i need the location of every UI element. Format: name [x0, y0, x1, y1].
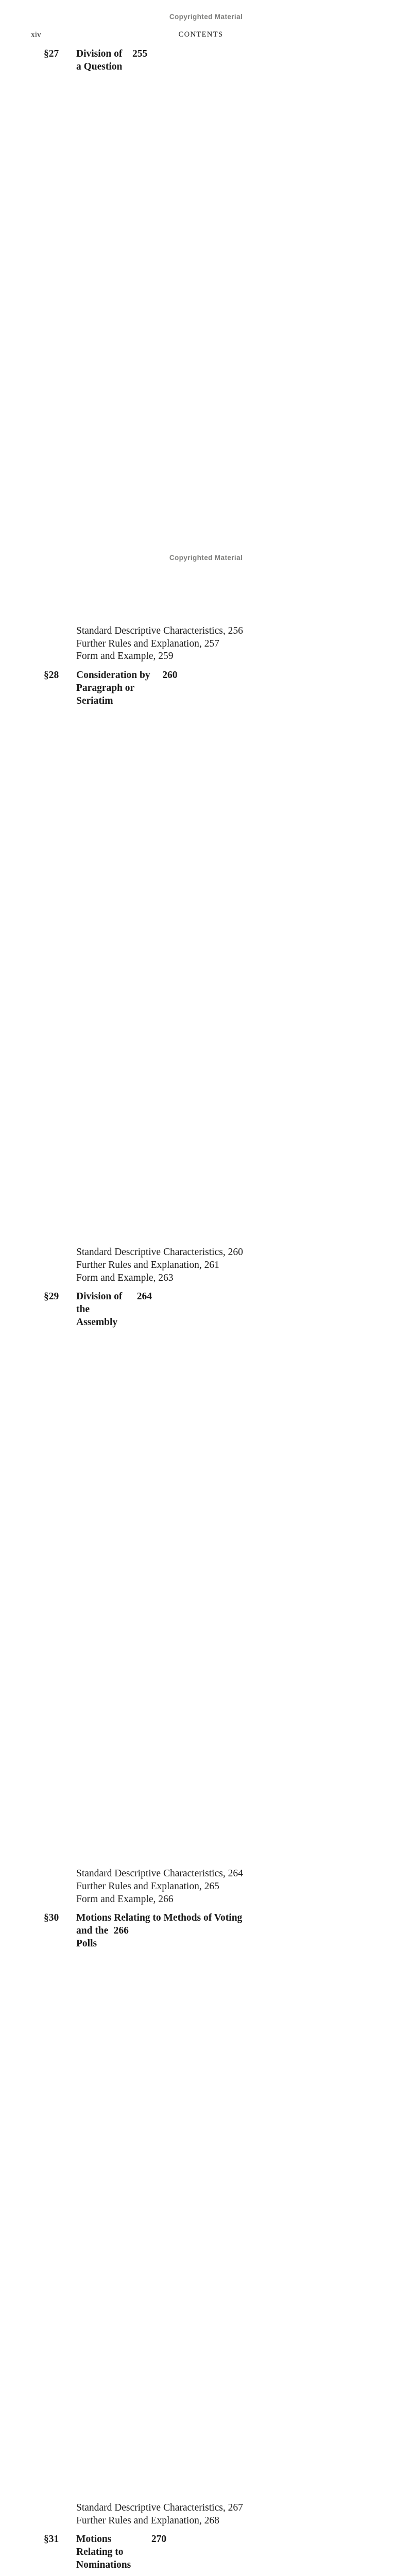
sub-item: Standard Descriptive Characteristics, 260 — [76, 1247, 243, 1258]
section-label: §27 — [44, 48, 59, 59]
entry-title-text: Motions Relating to Nominations — [76, 2534, 131, 2570]
sub-item: Further Rules and Explanation, 261 — [76, 1259, 219, 1270]
entry-content — [76, 48, 354, 663]
toc-list — [44, 48, 354, 2576]
entry-content — [76, 1291, 354, 1906]
sub-item: Standard Descriptive Characteristics, 267 — [76, 2502, 243, 2514]
section-label: §28 — [44, 670, 59, 681]
entry-title-line: Motions Relating to Methods of Voting — [76, 1912, 243, 1924]
toc-entry — [44, 1912, 354, 2527]
toc-entry — [44, 1291, 354, 1906]
sub-item: Further Rules and Explanation, 265 — [76, 1880, 219, 1892]
section-label: §30 — [44, 1912, 59, 1924]
entry-title-line — [76, 2533, 354, 2576]
section-label: §29 — [44, 1291, 59, 1302]
entry-content — [76, 669, 354, 1284]
sub-item: Form and Example, 259 — [76, 651, 174, 662]
entry-page-number: 270 — [146, 2533, 354, 2576]
sub-item: Standard Descriptive Characteristics, 264 — [76, 1868, 243, 1879]
sub-item: Further Rules and Explanation, 268 — [76, 2515, 219, 2526]
running-head — [0, 30, 412, 41]
sub-item: Form and Example, 266 — [76, 1893, 174, 1905]
entry-page-number: 264 — [132, 1291, 354, 1868]
entry-title-text: Division of a Question — [76, 48, 123, 72]
entry-title-line — [76, 669, 354, 1246]
copyright-notice-top: Copyrighted Material — [169, 13, 243, 21]
sub-item: Further Rules and Explanation, 257 — [76, 638, 219, 649]
entry-title-line — [76, 1925, 354, 2502]
entry-title-text: Consideration by Paragraph or Seriatim — [76, 670, 150, 706]
entry-title-line — [76, 1291, 354, 1868]
sub-item: Standard Descriptive Characteristics, 256 — [76, 625, 243, 636]
entry-title-line — [76, 48, 354, 625]
entry-title-text: Division of the Assembly — [76, 1291, 123, 1328]
entry-page-number: 260 — [157, 669, 354, 1246]
toc-entry — [44, 2533, 354, 2576]
sub-item: Form and Example, 263 — [76, 1272, 174, 1283]
entry-content — [76, 1912, 354, 2527]
entry-page-number: 255 — [127, 48, 354, 625]
copyright-notice-bottom: Copyrighted Material — [169, 554, 243, 562]
toc-entry — [44, 669, 354, 1284]
contents-heading: CONTENTS — [178, 30, 224, 39]
section-label: §31 — [44, 2534, 59, 2545]
toc-entry — [44, 48, 354, 663]
folio-page-number: xiv — [31, 30, 41, 39]
entry-content — [76, 2533, 354, 2576]
entry-page-number: 266 — [109, 1925, 354, 2502]
entry-title-text: and the Polls — [76, 1925, 109, 1949]
